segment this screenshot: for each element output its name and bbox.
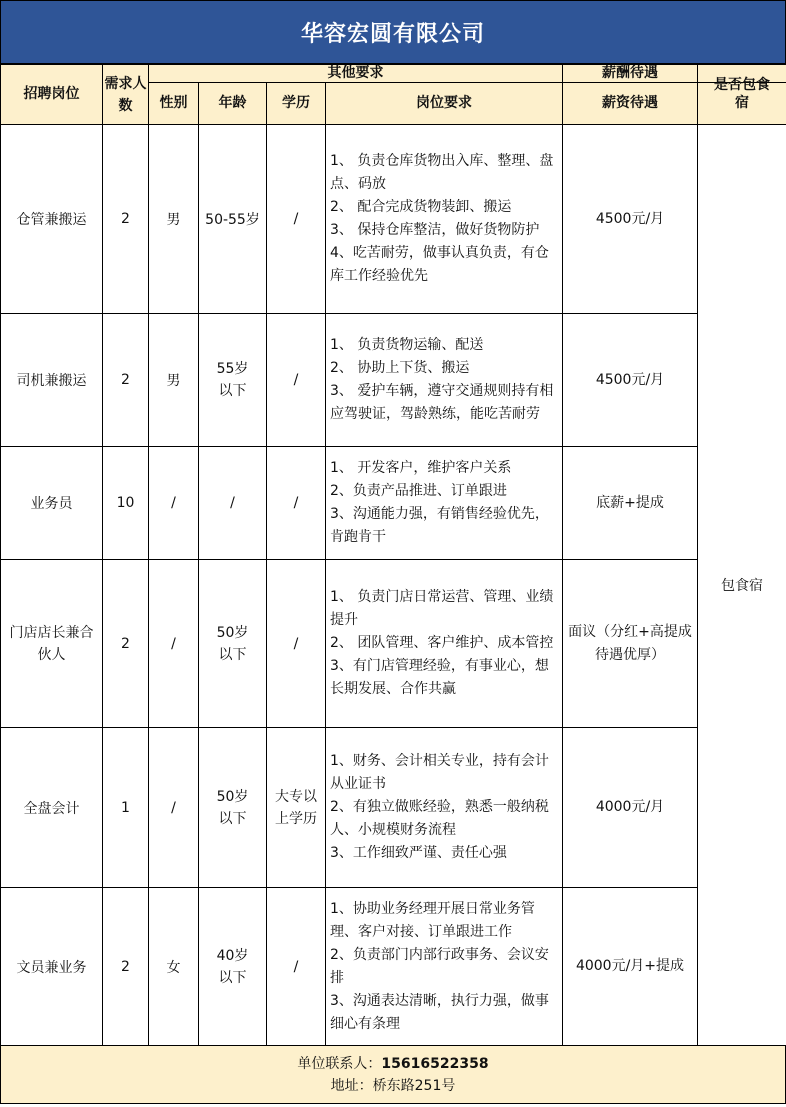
salary-cell: 底薪+提成 — [563, 447, 698, 560]
education-cell: / — [267, 125, 326, 314]
duty-line: 3、沟通能力强，有销售经验优先，肯跑肯干 — [330, 506, 549, 545]
count-cell: 2 — [103, 560, 149, 728]
footer — [0, 1046, 786, 1104]
position-cell: 门店店长兼合伙人 — [1, 560, 103, 728]
duty-line: 3、有门店管理经验，有事业心，想长期发展、合作共赢 — [330, 658, 549, 697]
salary-cell: 4500元/月 — [563, 314, 698, 447]
education-cell: 大专以上学历 — [267, 728, 326, 888]
count-cell: 2 — [103, 125, 149, 314]
age-cell: 50岁以下 — [199, 560, 267, 728]
salary-cell: 4000元/月+提成 — [563, 888, 698, 1046]
age-cell: 55岁以下 — [199, 314, 267, 447]
duty-line: 2、 协助上下货、搬运 — [330, 360, 470, 376]
gender-cell: / — [149, 447, 199, 560]
education-cell: / — [267, 314, 326, 447]
age-cell: 50岁以下 — [199, 728, 267, 888]
table-row — [1, 560, 786, 728]
duty-line: 2、负责产品推进、订单跟进 — [330, 483, 507, 499]
count-cell: 2 — [103, 314, 149, 447]
education-cell: / — [267, 560, 326, 728]
salary-cell: 4000元/月 — [563, 728, 698, 888]
header-age: 年龄 — [199, 83, 267, 125]
duties-cell — [326, 447, 563, 560]
duty-line: 3、沟通表达清晰，执行力强，做事细心有条理 — [330, 992, 549, 1032]
position-cell: 全盘会计 — [1, 728, 103, 888]
position-cell: 仓管兼搬运 — [1, 125, 103, 314]
duty-line: 1、 负责仓库货物出入库、整理、盘点、码放 — [330, 153, 554, 192]
gender-cell: 男 — [149, 125, 199, 314]
duty-line: 4、吃苦耐劳，做事认真负责，有仓库工作经验优先 — [330, 245, 549, 284]
duties-cell — [326, 314, 563, 447]
company-title: 华容宏圆有限公司 — [0, 0, 786, 64]
header-education: 学历 — [267, 83, 326, 125]
duty-line: 2、 配合完成货物装卸、搬运 — [330, 199, 512, 215]
contact-phone: 15616522358 — [381, 1055, 489, 1072]
header-board: 是否包食宿 — [698, 83, 786, 125]
salary-cell: 4500元/月 — [563, 125, 698, 314]
header-gender: 性别 — [149, 83, 199, 125]
header-other: 其他要求 — [149, 65, 563, 83]
table-row — [1, 125, 786, 314]
duty-line: 3、工作细致严谨、责任心强 — [330, 845, 507, 861]
recruitment-table — [0, 64, 786, 1046]
duty-line: 1、 开发客户，维护客户关系 — [330, 460, 512, 476]
contact-line — [297, 1053, 488, 1075]
table-row — [1, 728, 786, 888]
duty-line: 1、 负责门店日常运营、管理、业绩提升 — [330, 589, 554, 628]
duty-line: 1、财务、会计相关专业，持有会计从业证书 — [330, 753, 549, 792]
duty-line: 2、负责部门内部行政事务、会议安排 — [330, 946, 549, 986]
duty-line: 3、 爱护车辆，遵守交通规则持有相应驾驶证，驾龄熟练，能吃苦耐劳 — [330, 383, 554, 422]
gender-cell: / — [149, 560, 199, 728]
header-count: 需求人数 — [103, 65, 149, 125]
duty-line: 1、协助业务经理开展日常业务管理、客户对接、订单跟进工作 — [330, 900, 535, 940]
duties-cell — [326, 728, 563, 888]
address-line: 地址：桥东路251号 — [330, 1077, 456, 1094]
duties-cell — [326, 560, 563, 728]
count-cell: 2 — [103, 888, 149, 1046]
age-cell: 40岁以下 — [199, 888, 267, 1046]
age-cell: 50-55岁 — [199, 125, 267, 314]
count-cell: 10 — [103, 447, 149, 560]
table-row — [1, 888, 786, 1046]
position-cell: 业务员 — [1, 447, 103, 560]
education-cell: / — [267, 888, 326, 1046]
duties-cell — [326, 125, 563, 314]
gender-cell: 男 — [149, 314, 199, 447]
header-duties: 岗位要求 — [326, 83, 563, 125]
education-cell: / — [267, 447, 326, 560]
duty-line: 3、 保持仓库整洁，做好货物防护 — [330, 222, 540, 238]
board-cell: 包食宿 — [698, 125, 786, 1046]
duty-line: 1、 负责货物运输、配送 — [330, 337, 484, 353]
header-salary: 薪资待遇 — [563, 83, 698, 125]
duty-line: 2、有独立做账经验，熟悉一般纳税人、小规模财务流程 — [330, 799, 549, 838]
duties-cell — [326, 888, 563, 1046]
position-cell: 司机兼搬运 — [1, 314, 103, 447]
age-cell: / — [199, 447, 267, 560]
table-row — [1, 314, 786, 447]
salary-cell: 面议（分红+高提成待遇优厚） — [563, 560, 698, 728]
gender-cell: 女 — [149, 888, 199, 1046]
gender-cell: / — [149, 728, 199, 888]
header-position: 招聘岗位 — [1, 65, 103, 125]
contact-label: 单位联系人： — [297, 1055, 382, 1072]
table-row — [1, 447, 786, 560]
header-compensation: 薪酬待遇 — [563, 65, 698, 83]
count-cell: 1 — [103, 728, 149, 888]
position-cell: 文员兼业务 — [1, 888, 103, 1046]
duty-line: 2、 团队管理、客户维护、成本管控 — [330, 635, 554, 651]
